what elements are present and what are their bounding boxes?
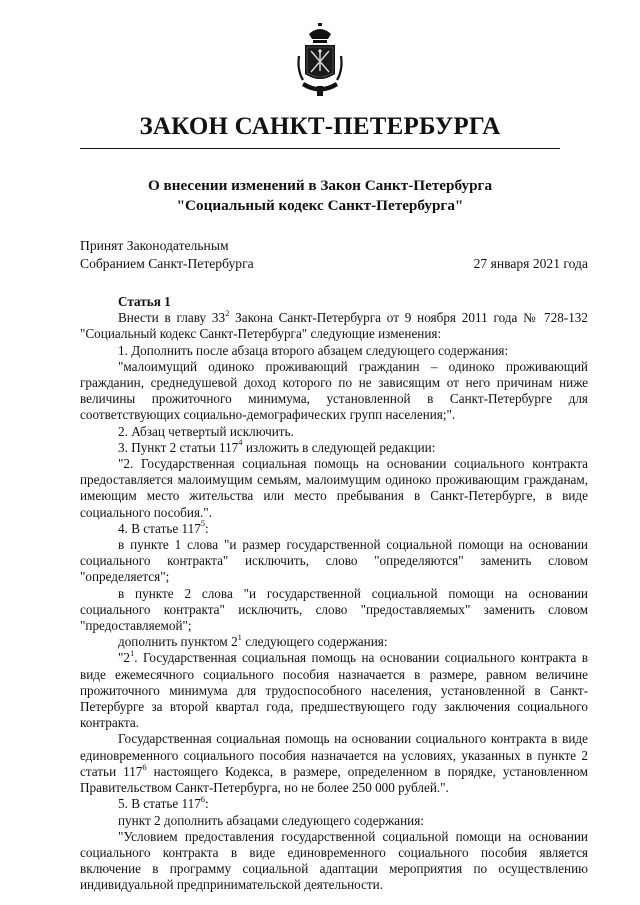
paragraph: пункт 2 дополнить абзацами следующего содержания: xyxy=(118,812,424,828)
paragraph: "2. Государственная социальная помощь на основании социального контракта предоставляется малоимущим семьям, малоимущим одиноко проживающим гражданам, имеющим место жительства или место пребывания в Санкт-Петербурге, в виде социального пособия.". xyxy=(80,456,588,520)
paragraph: дополнить пунктом $2^1$ следующего содержания: xyxy=(118,631,388,650)
adopted-by xyxy=(80,237,254,273)
subtitle-line-2: "Социальный кодекс Санкт-Петербурга" xyxy=(176,197,464,214)
paragraph: Внести в главу $33^2$ Закона Санкт-Петербурга от 9 ноября 2011 года № 728-132 "Социальный кодекс Санкт-Петербурга" следующие изменения: xyxy=(80,307,588,342)
title-divider xyxy=(80,148,560,149)
paragraph: в пункте 1 слова "и размер государственной социальной помощи на основании социального контракта" исключить, слово "определяются" заменить словом "определяется"; xyxy=(80,537,588,585)
paragraph: в пункте 2 слова "и государственной социальной помощи на основании социального контракта" исключить, слово "предоставляемых" заменить словом "предоставляемой"; xyxy=(80,585,588,634)
paragraph: 3. Пункт 2 статьи $117^4$ изложить в следующей редакции: xyxy=(118,437,436,455)
article-body xyxy=(80,294,588,894)
paragraph: 5. В статье $117^6$: xyxy=(118,793,209,812)
adoption-date: 27 января 2021 года xyxy=(473,256,588,271)
subtitle-line-1: О внесении изменений в Закон Санкт-Петербурга xyxy=(147,177,493,194)
saint-petersburg-emblem-icon xyxy=(295,22,345,100)
paragraph: 1. Дополнить после абзаца второго абзацем следующего содержания: xyxy=(118,342,509,358)
adopted-line-2: Собранием Санкт-Петербурга xyxy=(80,256,254,271)
paragraph: 2. Абзац четвертый исключить. xyxy=(118,423,294,439)
law-subtitle xyxy=(0,176,640,216)
paragraph: "малоимущий одиноко проживающий гражданин – одиноко проживающий гражданин, среднедушевой доход которого по не зависящим от него причинам ниже величины прожиточного минимума, установленной в Санкт-Петербурге для соответствующих социально-демографических групп населения;". xyxy=(80,358,588,423)
paragraph: 4. В статье $117^5$: xyxy=(118,518,209,536)
paragraph: Государственная социальная помощь на основании социального контракта в виде единовременного социального пособия назначается на условиях, указанных в пункте 2 статьи $117^6$ настоящего Кодекса, в размере, определенном в порядке, установленном Правительством Санкт-Петербурга, но не более 250 000 рублей.". xyxy=(80,731,588,796)
paragraph: "$2^1$. Государственная социальная помощь на основании социального контракта в виде ежемесячного социального пособия назначается в размере, равном величине прожиточного минимума для трудоспособного населения, установленной в Санкт-Петербурге за второй квартал года, предшествующего году заключения социального контракта. xyxy=(80,648,588,731)
article-heading: Статья 1 xyxy=(118,294,171,309)
adopted-line-1: Принят Законодательным xyxy=(80,238,229,253)
paragraph: "Условием предоставления государственной социальной помощи на основании социального контракта в виде единовременного социального пособия является включение в программу социальной адаптации мероприятия по осуществлению индивидуальной предпринимательской деятельности. xyxy=(80,828,588,893)
law-title: ЗАКОН САНКТ-ПЕТЕРБУРГА xyxy=(139,113,501,140)
